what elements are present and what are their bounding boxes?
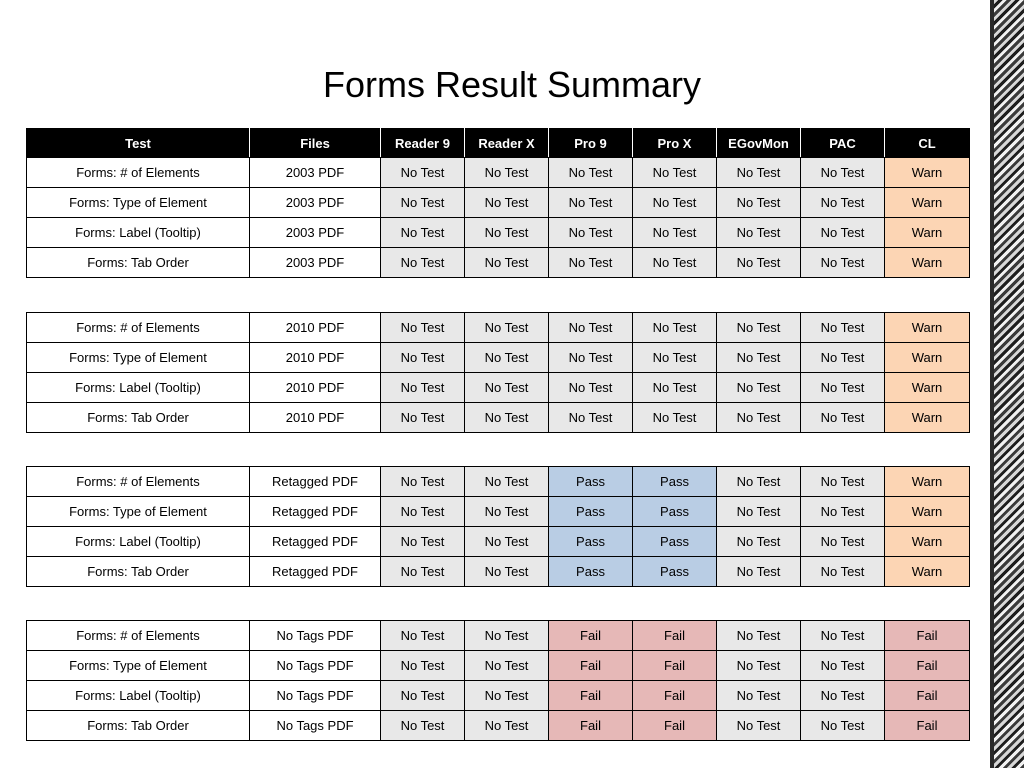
result-cell-egovmon: No Test <box>717 218 801 248</box>
result-cell-reader-x: No Test <box>465 711 549 741</box>
header-test: Test <box>27 129 250 158</box>
result-cell-reader-9: No Test <box>381 188 465 218</box>
result-cell-reader-x: No Test <box>465 158 549 188</box>
result-cell-pro-9: Pass <box>549 527 633 557</box>
result-cell-reader-9: No Test <box>381 527 465 557</box>
header-egovmon: EGovMon <box>717 129 801 158</box>
test-name-cell: Forms: Type of Element <box>27 343 250 373</box>
file-cell: Retagged PDF <box>250 527 381 557</box>
result-cell-pac: No Test <box>801 681 885 711</box>
result-cell-cl: Warn <box>885 158 970 188</box>
file-cell: Retagged PDF <box>250 467 381 497</box>
result-cell-egovmon: No Test <box>717 711 801 741</box>
result-cell-pro-x: Fail <box>633 711 717 741</box>
result-cell-egovmon: No Test <box>717 681 801 711</box>
result-cell-pro-9: Fail <box>549 621 633 651</box>
result-cell-egovmon: No Test <box>717 313 801 343</box>
result-cell-pac: No Test <box>801 188 885 218</box>
table-row <box>27 343 970 373</box>
result-cell-cl: Warn <box>885 343 970 373</box>
result-cell-pac: No Test <box>801 651 885 681</box>
result-cell-cl: Warn <box>885 373 970 403</box>
result-cell-pro-x: Pass <box>633 527 717 557</box>
result-cell-reader-9: No Test <box>381 158 465 188</box>
results-table-group-4 <box>26 620 970 741</box>
result-cell-egovmon: No Test <box>717 527 801 557</box>
result-cell-pro-9: No Test <box>549 218 633 248</box>
result-cell-pro-9: No Test <box>549 373 633 403</box>
header-pro-x: Pro X <box>633 129 717 158</box>
test-name-cell: Forms: Label (Tooltip) <box>27 218 250 248</box>
result-cell-cl: Fail <box>885 711 970 741</box>
result-cell-egovmon: No Test <box>717 373 801 403</box>
file-cell: No Tags PDF <box>250 711 381 741</box>
result-cell-pro-x: No Test <box>633 158 717 188</box>
result-cell-reader-x: No Test <box>465 557 549 587</box>
result-cell-pro-x: Pass <box>633 557 717 587</box>
result-cell-pro-9: Fail <box>549 651 633 681</box>
table-row <box>27 218 970 248</box>
result-cell-reader-x: No Test <box>465 403 549 433</box>
result-cell-pac: No Test <box>801 158 885 188</box>
test-name-cell: Forms: Type of Element <box>27 188 250 218</box>
result-cell-reader-9: No Test <box>381 403 465 433</box>
result-cell-egovmon: No Test <box>717 497 801 527</box>
header-reader-9: Reader 9 <box>381 129 465 158</box>
result-cell-pro-x: Fail <box>633 621 717 651</box>
result-cell-reader-9: No Test <box>381 343 465 373</box>
result-cell-egovmon: No Test <box>717 343 801 373</box>
test-name-cell: Forms: Tab Order <box>27 711 250 741</box>
result-cell-reader-9: No Test <box>381 313 465 343</box>
result-cell-pac: No Test <box>801 527 885 557</box>
result-cell-cl: Fail <box>885 681 970 711</box>
test-name-cell: Forms: Label (Tooltip) <box>27 373 250 403</box>
table-row <box>27 188 970 218</box>
result-cell-pro-9: No Test <box>549 313 633 343</box>
result-cell-pac: No Test <box>801 373 885 403</box>
result-cell-pro-9: No Test <box>549 188 633 218</box>
result-cell-pac: No Test <box>801 557 885 587</box>
file-cell: 2003 PDF <box>250 218 381 248</box>
result-cell-cl: Warn <box>885 218 970 248</box>
test-name-cell: Forms: # of Elements <box>27 158 250 188</box>
header-pac: PAC <box>801 129 885 158</box>
table-row <box>27 681 970 711</box>
result-cell-pro-9: No Test <box>549 343 633 373</box>
table-row <box>27 467 970 497</box>
file-cell: 2010 PDF <box>250 313 381 343</box>
result-cell-pro-x: No Test <box>633 343 717 373</box>
result-cell-cl: Warn <box>885 497 970 527</box>
slide-title: Forms Result Summary <box>322 64 702 105</box>
result-cell-pro-x: Pass <box>633 497 717 527</box>
result-cell-pro-x: No Test <box>633 313 717 343</box>
result-cell-pro-x: No Test <box>633 248 717 278</box>
file-cell: No Tags PDF <box>250 621 381 651</box>
table-row <box>27 651 970 681</box>
result-cell-pac: No Test <box>801 218 885 248</box>
result-cell-reader-x: No Test <box>465 621 549 651</box>
result-cell-pac: No Test <box>801 621 885 651</box>
result-cell-pro-9: No Test <box>549 403 633 433</box>
result-cell-reader-9: No Test <box>381 651 465 681</box>
result-cell-cl: Warn <box>885 557 970 587</box>
test-name-cell: Forms: Type of Element <box>27 497 250 527</box>
result-cell-pro-x: Fail <box>633 651 717 681</box>
result-cell-egovmon: No Test <box>717 248 801 278</box>
result-cell-reader-x: No Test <box>465 651 549 681</box>
result-cell-reader-x: No Test <box>465 527 549 557</box>
table-row <box>27 621 970 651</box>
header-reader-x: Reader X <box>465 129 549 158</box>
test-name-cell: Forms: # of Elements <box>27 621 250 651</box>
test-name-cell: Forms: # of Elements <box>27 313 250 343</box>
decorative-edge-border <box>990 0 1024 768</box>
table-row <box>27 557 970 587</box>
result-cell-reader-x: No Test <box>465 218 549 248</box>
header-row <box>27 129 970 158</box>
result-cell-pro-9: No Test <box>549 158 633 188</box>
result-cell-cl: Warn <box>885 188 970 218</box>
file-cell: 2003 PDF <box>250 248 381 278</box>
file-cell: No Tags PDF <box>250 681 381 711</box>
test-name-cell: Forms: Label (Tooltip) <box>27 527 250 557</box>
result-cell-egovmon: No Test <box>717 158 801 188</box>
file-cell: No Tags PDF <box>250 651 381 681</box>
test-name-cell: Forms: # of Elements <box>27 467 250 497</box>
result-cell-pro-9: Fail <box>549 681 633 711</box>
table-row <box>27 497 970 527</box>
result-cell-reader-x: No Test <box>465 497 549 527</box>
result-cell-pro-x: No Test <box>633 403 717 433</box>
result-cell-pac: No Test <box>801 497 885 527</box>
table-row <box>27 403 970 433</box>
result-cell-cl: Fail <box>885 651 970 681</box>
table-row <box>27 248 970 278</box>
result-cell-egovmon: No Test <box>717 188 801 218</box>
result-cell-reader-x: No Test <box>465 467 549 497</box>
test-name-cell: Forms: Tab Order <box>27 557 250 587</box>
results-table-group-2 <box>26 312 970 433</box>
result-cell-egovmon: No Test <box>717 557 801 587</box>
results-table-group-1 <box>26 128 970 278</box>
file-cell: 2010 PDF <box>250 373 381 403</box>
result-cell-reader-9: No Test <box>381 681 465 711</box>
result-cell-pac: No Test <box>801 711 885 741</box>
result-cell-pac: No Test <box>801 343 885 373</box>
result-cell-pro-x: Pass <box>633 467 717 497</box>
result-cell-pac: No Test <box>801 248 885 278</box>
result-cell-reader-x: No Test <box>465 248 549 278</box>
file-cell: Retagged PDF <box>250 497 381 527</box>
result-cell-reader-x: No Test <box>465 188 549 218</box>
result-cell-reader-9: No Test <box>381 248 465 278</box>
result-cell-pac: No Test <box>801 467 885 497</box>
result-cell-cl: Warn <box>885 313 970 343</box>
result-cell-pro-x: Fail <box>633 681 717 711</box>
header-cl: CL <box>885 129 970 158</box>
result-cell-egovmon: No Test <box>717 467 801 497</box>
result-cell-reader-9: No Test <box>381 467 465 497</box>
result-cell-reader-9: No Test <box>381 497 465 527</box>
result-cell-reader-x: No Test <box>465 373 549 403</box>
result-cell-pro-x: No Test <box>633 218 717 248</box>
result-cell-reader-x: No Test <box>465 343 549 373</box>
result-cell-pro-9: Pass <box>549 467 633 497</box>
result-cell-pro-9: No Test <box>549 248 633 278</box>
result-cell-reader-x: No Test <box>465 313 549 343</box>
results-table-group-3 <box>26 466 970 587</box>
test-name-cell: Forms: Tab Order <box>27 248 250 278</box>
result-cell-cl: Fail <box>885 621 970 651</box>
result-cell-reader-9: No Test <box>381 711 465 741</box>
file-cell: 2010 PDF <box>250 403 381 433</box>
result-cell-egovmon: No Test <box>717 651 801 681</box>
test-name-cell: Forms: Type of Element <box>27 651 250 681</box>
result-cell-pro-x: No Test <box>633 188 717 218</box>
result-cell-reader-9: No Test <box>381 557 465 587</box>
result-cell-reader-9: No Test <box>381 373 465 403</box>
result-cell-pro-9: Pass <box>549 557 633 587</box>
result-cell-reader-9: No Test <box>381 218 465 248</box>
result-cell-pac: No Test <box>801 403 885 433</box>
file-cell: 2003 PDF <box>250 188 381 218</box>
table-row <box>27 158 970 188</box>
file-cell: 2003 PDF <box>250 158 381 188</box>
test-name-cell: Forms: Tab Order <box>27 403 250 433</box>
result-cell-pro-9: Pass <box>549 497 633 527</box>
result-cell-cl: Warn <box>885 248 970 278</box>
table-row <box>27 527 970 557</box>
header-files: Files <box>250 129 381 158</box>
file-cell: 2010 PDF <box>250 343 381 373</box>
result-cell-cl: Warn <box>885 527 970 557</box>
result-cell-pro-x: No Test <box>633 373 717 403</box>
result-cell-cl: Warn <box>885 467 970 497</box>
table-row <box>27 373 970 403</box>
table-row <box>27 711 970 741</box>
result-cell-egovmon: No Test <box>717 621 801 651</box>
result-cell-cl: Warn <box>885 403 970 433</box>
result-cell-pac: No Test <box>801 313 885 343</box>
test-name-cell: Forms: Label (Tooltip) <box>27 681 250 711</box>
result-cell-egovmon: No Test <box>717 403 801 433</box>
result-cell-reader-9: No Test <box>381 621 465 651</box>
header-pro-9: Pro 9 <box>549 129 633 158</box>
table-row <box>27 313 970 343</box>
result-cell-reader-x: No Test <box>465 681 549 711</box>
file-cell: Retagged PDF <box>250 557 381 587</box>
result-cell-pro-9: Fail <box>549 711 633 741</box>
